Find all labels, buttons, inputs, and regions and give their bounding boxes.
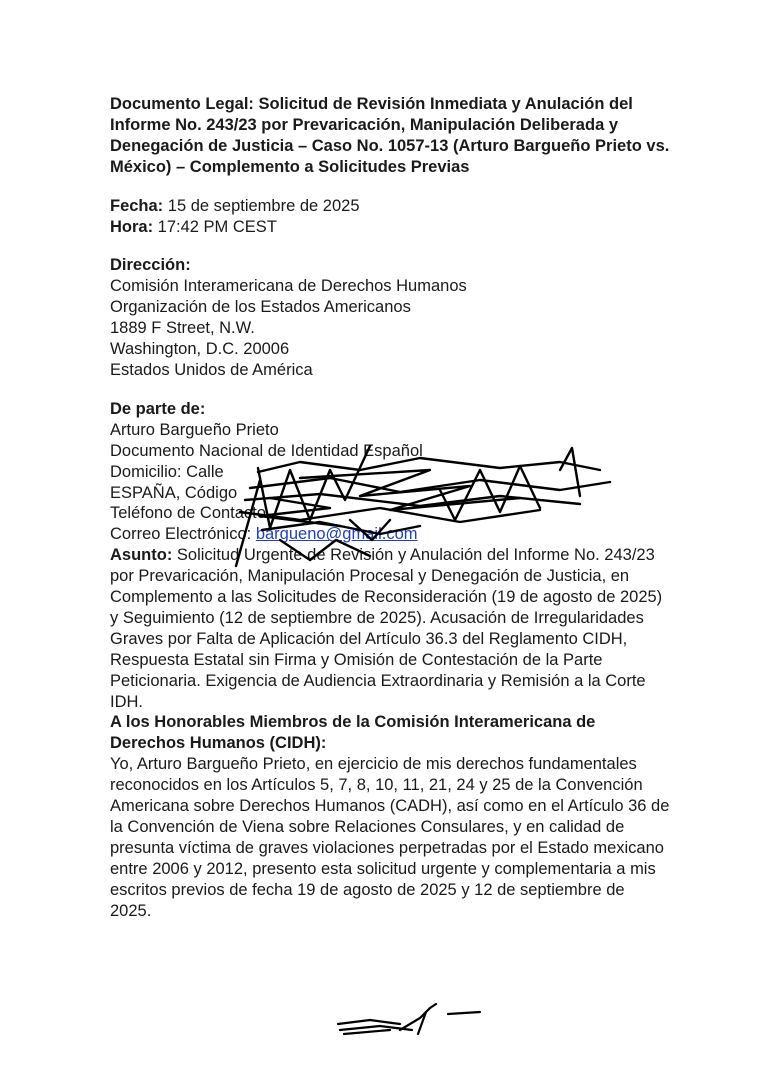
address-block [110, 255, 670, 380]
sender-country-line: ESPAÑA, Código [110, 483, 238, 502]
hora-label: Hora: [110, 217, 154, 236]
sender-block [110, 399, 670, 545]
sender-name: Arturo Bargueño Prieto [110, 420, 279, 439]
hora-value: 17:42 PM CEST [153, 217, 277, 236]
date-time-block [110, 196, 670, 238]
asunto-paragraph [110, 545, 670, 712]
departe-label: De parte de: [110, 399, 206, 418]
direccion-label: Dirección: [110, 256, 191, 275]
fecha-line [110, 196, 670, 217]
body-paragraph: Yo, Arturo Bargueño Prieto, en ejercicio de mis derechos fundamentales reconocidos en los Artículos 5, 7, 8, 10, 11, 21, 24 y 25 de la Convención Americana sobre Derechos Humanos (CADH), así como en el Artículo 36 de la Convención de Viena sobre Relaciones Consulares, y en calidad de presunta víctima de graves violaciones perpetradas por el Estado mexicano entre 2006 y 2012, presento esta solicitud urgente y complementaria a mis escritos previos de fecha 19 de agosto de 2025 y 12 de septiembre de 2025. [110, 755, 670, 920]
signature [330, 1000, 500, 1040]
document-title: Documento Legal: Solicitud de Revisión Inmediata y Anulación del Informe No. 243/23 por Prevaricación, Manipulación Deliberada y Denegación de Justicia – Caso No. 1057-13 (Arturo Bargueño Prieto vs. México) – Complemento a Solicitudes Previas [110, 95, 670, 176]
sender-id-line: Documento Nacional de Identidad Español [110, 441, 423, 460]
email-label: Correo Electrónico: [110, 525, 252, 544]
sender-phone-line: Teléfono de Contacto [110, 504, 266, 523]
email-link[interactable]: bargueno@gmail.com [255, 525, 418, 544]
sender-email-line [110, 524, 670, 545]
address-line: Organización de los Estados Americanos [110, 298, 411, 317]
address-line: Washington, D.C. 20006 [110, 340, 290, 359]
address-line: Estados Unidos de América [110, 360, 313, 379]
address-line: Comisión Interamericana de Derechos Humanos [110, 277, 467, 296]
sender-address-line: Domicilio: Calle [110, 462, 224, 481]
hora-line [110, 217, 670, 238]
document-content [110, 94, 670, 922]
asunto-text: Solicitud Urgente de Revisión y Anulación del Informe No. 243/23 por Prevaricación, Manipulación Procesal y Denegación de Justicia, en Complemento a las Solicitudes de Reconsideración (19 de agosto de 2025) y Seguimiento (12 de septiembre de 2025). Acusación de Irregularidades Graves por Falta de Aplicación del Artículo 36.3 del Reglamento CIDH, Respuesta Estatal sin Firma y Omisión de Contestación de la Parte Peticionaria. Exigencia de Audiencia Extraordinaria y Remisión a la Corte IDH. [110, 546, 663, 711]
asunto-label: Asunto: [110, 546, 173, 565]
fecha-value: 15 de septiembre de 2025 [163, 196, 360, 215]
fecha-label: Fecha: [110, 196, 164, 215]
salutation: A los Honorables Miembros de la Comisión Interamericana de Derechos Humanos (CIDH): [110, 713, 596, 753]
address-line: 1889 F Street, N.W. [110, 319, 255, 338]
